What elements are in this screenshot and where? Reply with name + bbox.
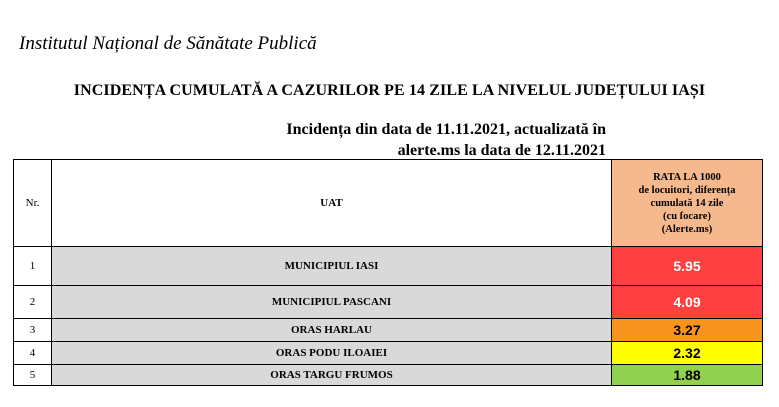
table-row — [14, 247, 763, 286]
row-rate: 3.27 — [612, 319, 763, 342]
header-rate-line: de locuitori, diferența — [638, 184, 736, 196]
page-title: INCIDENȚA CUMULATĂ A CAZURILOR PE 14 ZILE LA NIVELUL JUDEȚULUI IAȘI — [73, 82, 706, 99]
header-rate — [612, 160, 763, 247]
row-uat: MUNICIPIUL IASI — [52, 247, 612, 286]
institute-name: Institutul Național de Sănătate Publică — [19, 33, 317, 54]
row-uat: ORAS PODU ILOAIEI — [52, 342, 612, 365]
table-row — [14, 342, 763, 365]
table-row — [14, 365, 763, 386]
row-nr: 5 — [14, 365, 52, 386]
table-header-row — [14, 160, 763, 247]
header-nr: Nr. — [14, 160, 52, 247]
subtitle-line-2: alerte.ms la data de 12.11.2021 — [397, 142, 606, 159]
table-row — [14, 319, 763, 342]
header-rate-line: (Alerte.ms) — [661, 223, 713, 235]
row-nr: 2 — [14, 286, 52, 319]
row-nr: 1 — [14, 247, 52, 286]
row-nr: 4 — [14, 342, 52, 365]
row-nr: 3 — [14, 319, 52, 342]
header-rate-line: cumulată 14 zile — [650, 197, 724, 209]
row-rate: 2.32 — [612, 342, 763, 365]
header-uat: UAT — [52, 160, 612, 247]
row-uat: ORAS HARLAU — [52, 319, 612, 342]
table-row — [14, 286, 763, 319]
subtitle-line-1: Incidența din data de 11.11.2021, actualizată în — [286, 121, 606, 138]
subtitle — [0, 119, 606, 161]
row-rate: 1.88 — [612, 365, 763, 386]
incidence-table — [13, 159, 763, 386]
row-uat: ORAS TARGU FRUMOS — [52, 365, 612, 386]
row-uat: MUNICIPIUL PASCANI — [52, 286, 612, 319]
header-rate-line: (cu focare) — [663, 210, 711, 222]
header-rate-line: RATA LA 1000 — [653, 171, 721, 183]
row-rate: 5.95 — [612, 247, 763, 286]
row-rate: 4.09 — [612, 286, 763, 319]
